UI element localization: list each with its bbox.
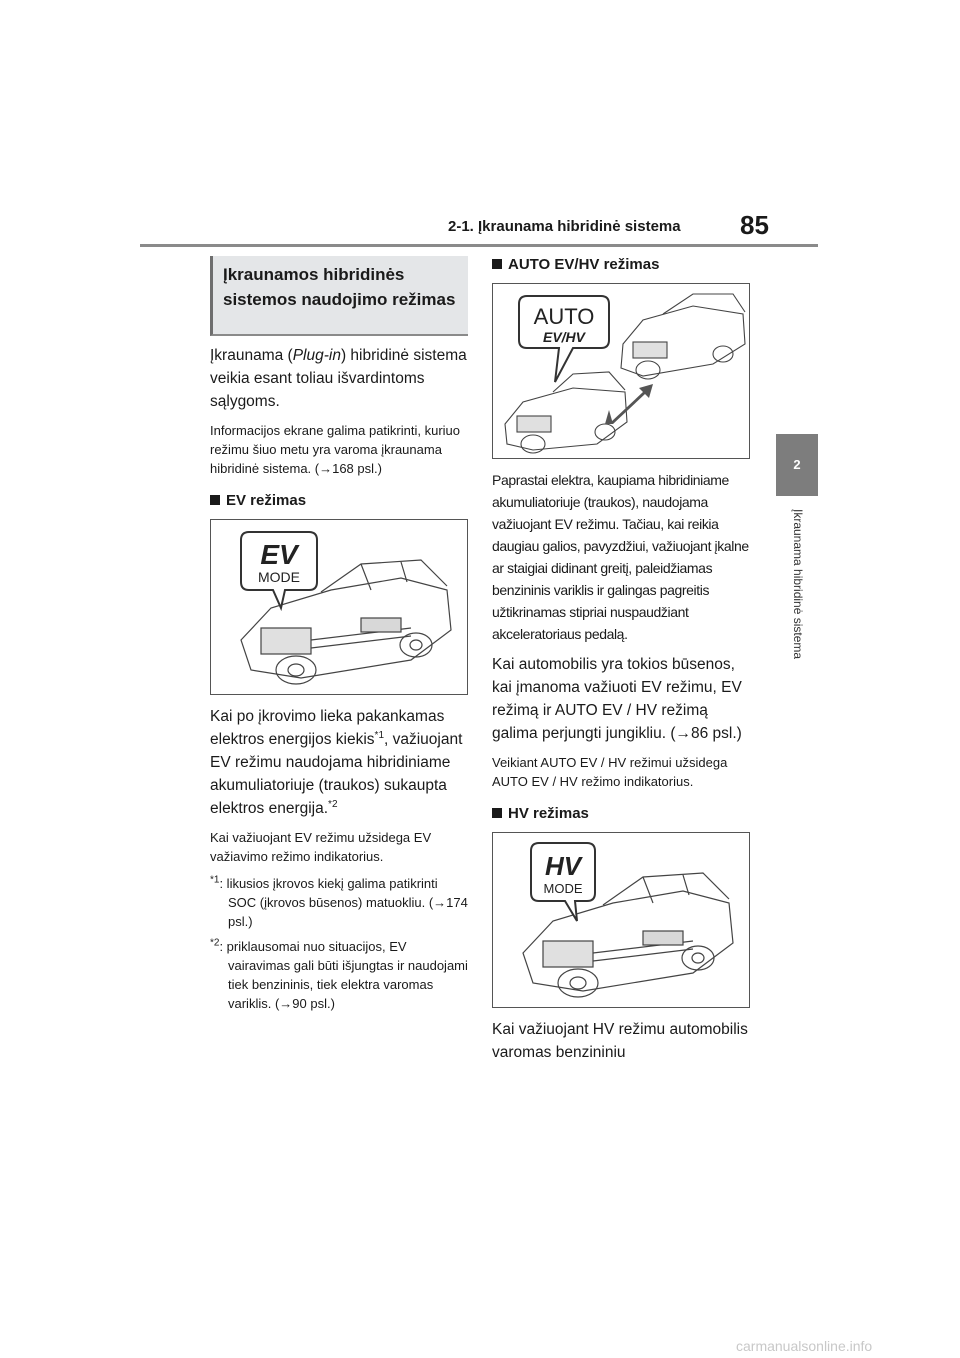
- hv-badge-bottom: MODE: [543, 881, 583, 896]
- ev-badge-top: EV: [260, 539, 298, 570]
- ev-mode-illustration: [210, 519, 468, 695]
- auto-heading: AUTO EV/HV režimas: [492, 256, 750, 273]
- watermark-site: carmanualsonline.info: [736, 1338, 873, 1354]
- auto-badge-top: AUTO: [533, 304, 595, 329]
- two-cars-illustration: [493, 284, 749, 458]
- auto-paragraph-1: Paprastai elektra, kaupiama hibridiniame akumuliatoriuje (traukos), naudojama važiuojant EV režimu. Tačiau, kai reikia daugiau galios, pavyzdžiui, važiuojant įkalne ar staigiai didinant greitį, paleidžiamas benzininis variklis ir galingas pagreitis užtikrinamas stipriai nuspaudžiant akceleratoriaus pedalą.: [492, 472, 749, 642]
- hv-badge-top: HV: [544, 851, 582, 881]
- auto-mode-illustration: [492, 283, 750, 459]
- auto-note: Veikiant AUTO EV / HV režimui užsidega AUTO EV / HV režimo indikatorius.: [492, 755, 728, 789]
- right-column: [492, 256, 750, 1072]
- ev-paragraph: Kai po įkrovimo lieka pakankamas elektros energijos kiekis$^{*1}$, važiuojant EV režimu naudojama hibridiniame akumuliatoriuje (traukos) sukaupta elektros energija.$^{*2}$: [210, 708, 463, 817]
- car-illustration: [211, 520, 467, 694]
- hv-mode-illustration: [492, 832, 750, 1008]
- intro-paragraph: Įkraunama (Plug-in) hibridinė sistema veikia esant toliau išvardintoms sąlygoms.: [210, 347, 467, 410]
- car-illustration: [493, 833, 749, 1007]
- chapter-side-label: [788, 509, 808, 702]
- running-header: 2-1. Įkraunama hibridinė sistema: [448, 218, 681, 235]
- left-column: [210, 256, 468, 1019]
- square-bullet-icon: [492, 259, 502, 269]
- section-title: Įkraunamos hibridinės sistemos naudojimo režimas: [210, 256, 468, 336]
- hv-heading: HV režimas: [492, 805, 750, 822]
- auto-badge-bottom: EV/HV: [542, 329, 586, 345]
- ev-note: Kai važiuojant EV režimu užsidega EV važiavimo režimo indikatorius.: [210, 830, 432, 864]
- footnote-2: $^{*2}$: priklausomai nuo situacijos, EV vairavimas gali būti išjungtas ir naudojami tiek benzininis, tiek elektra varomas variklis. (→90 psl.): [210, 937, 468, 1011]
- header-rule: [140, 244, 818, 247]
- ev-heading: EV režimas: [210, 492, 468, 509]
- chapter-tab: 2: [776, 434, 818, 496]
- square-bullet-icon: [492, 808, 502, 818]
- intro-note: Informacijos ekrane galima patikrinti, kuriuo režimu šiuo metu yra varoma įkraunama hibridinė sistema. (→168 psl.): [210, 423, 460, 476]
- auto-paragraph-2: Kai automobilis yra tokios būsenos, kai įmanoma važiuoti EV režimu, EV režimą ir AUTO EV / HV režimą galima perjungti jungikliu. (→86 psl.): [492, 656, 742, 742]
- page-number: 85: [740, 210, 769, 240]
- footnote-1: $^{*1}$: likusios įkrovos kiekį galima patikrinti SOC (įkrovos būsenos) matuokliu. (→174 psl.): [210, 874, 468, 929]
- hv-paragraph: Kai važiuojant HV režimu automobilis varomas benzininiu: [492, 1021, 748, 1061]
- ev-badge-bottom: MODE: [258, 569, 300, 585]
- chapter-side-label-text: Įkraunama hibridinė sistema: [791, 509, 805, 660]
- square-bullet-icon: [210, 495, 220, 505]
